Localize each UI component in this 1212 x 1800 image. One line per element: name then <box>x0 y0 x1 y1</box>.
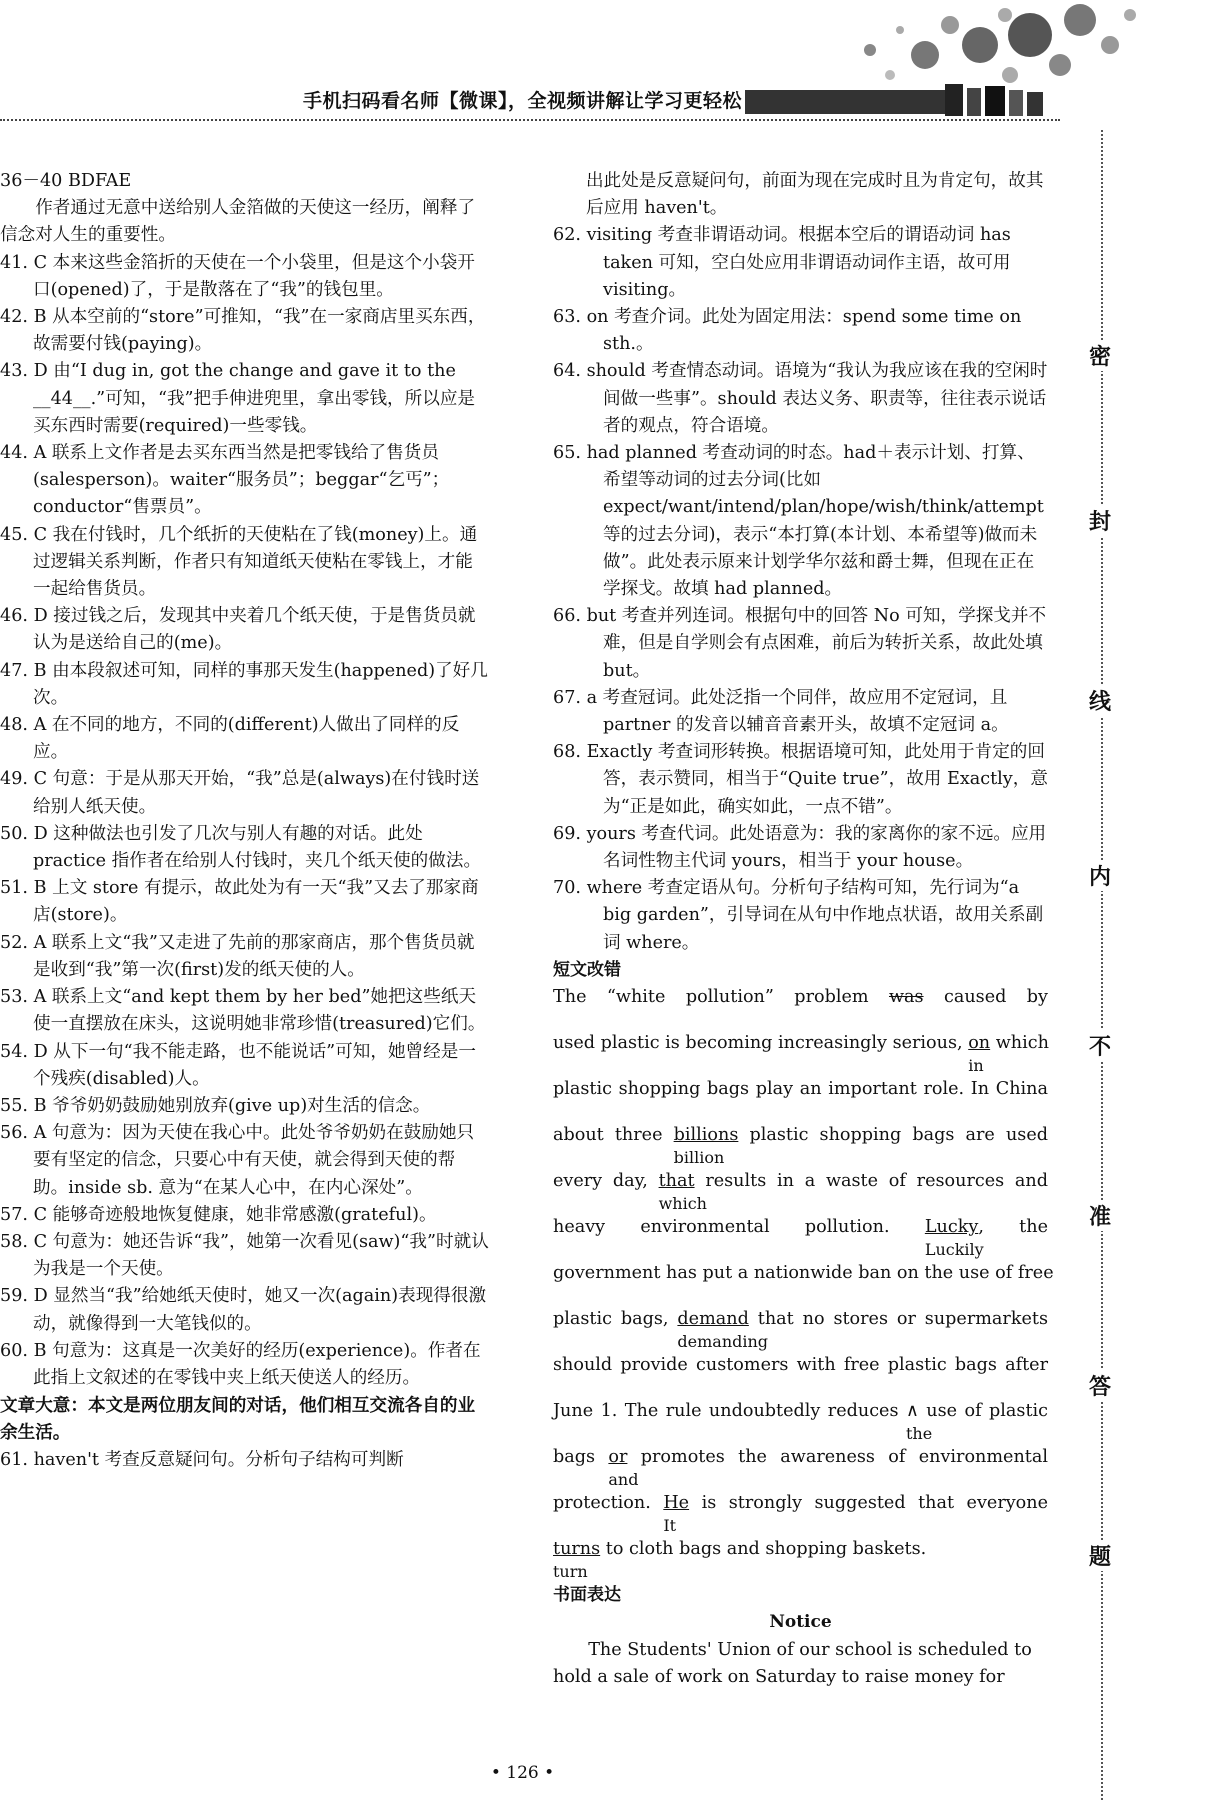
answer-item: 54. D 从下一句“我不能走路，也不能说话”可知，她曾经是一个残疾(disabled)人。 <box>0 1041 476 1089</box>
corrected-word: ∧ the <box>906 1398 919 1425</box>
correction-line: turns turn to cloth bags and shopping baskets. <box>553 1536 1048 1582</box>
correction-fix: the <box>905 1424 933 1444</box>
notice-title: Notice <box>769 1612 832 1633</box>
writing-heading: 书面表达 <box>553 1585 621 1606</box>
answer-item: 65. had planned 考查动词的时态。had＋表示计划、打算、希望等动词的过去分词(比如 expect/want/intend/plan/hope/wish/think/attempt 等的过去分词)，表示“本打算(本计划、本希望等)做而未做”。此处表示原来计划学华尔兹和爵士舞，但现在正在学探戈。故填 had planned。 <box>553 443 1044 600</box>
answer-line: 36－40 BDFAE <box>0 171 132 191</box>
answer-item: 55. B 爷爷奶奶鼓励她别放弃(give up)对生活的信念。 <box>0 1095 431 1116</box>
answer-item: 58. C 句意为：她还告诉“我”，她第一次看见(saw)“我”时就认为我是一个天使。 <box>0 1231 489 1280</box>
corrected-word: or and <box>608 1444 627 1471</box>
answer-item: 51. B 上文 store 有提示，故此处为有一天“我”又去了那家商店(store)。 <box>0 878 479 926</box>
correction-line: should provide customers with free plastic bags after <box>553 1355 1048 1376</box>
left-column <box>0 168 490 1474</box>
correction-line: June 1. The rule undoubtedly reduces ∧ the use of plastic <box>553 1398 1048 1444</box>
seal-line-char: 答 <box>1084 1370 1116 1401</box>
correction-line: plastic bags, demand demanding that no stores or supermarkets <box>553 1306 1048 1352</box>
header-divider <box>0 119 1060 121</box>
answer-item: 66. but 考查并列连词。根据句中的回答 No 可知，学探戈并不难，但是自学则会有点困难，前后为转折关系，故此处填 but。 <box>553 606 1047 681</box>
answer-item: 70. where 考查定语从句。分析句子结构可知，先行词为“a big garden”，引导词在从句中作地点状语，故用关系副词 where。 <box>553 878 1044 953</box>
corrected-word: $\frac{He}{It}$ <box>663 1490 689 1517</box>
correction-line: plastic shopping bags play an important role. In China <box>553 1079 1048 1100</box>
seal-line-char: 封 <box>1084 505 1116 536</box>
corrected-word: that which <box>659 1168 695 1195</box>
answer-item: 53. A 联系上文“and kept them by her bed”她把这些纸天使一直摆放在床头，这说明她非常珍惜(treasured)它们。 <box>0 987 486 1035</box>
corrected-word: was <box>888 987 924 1008</box>
answer-item: 49. C 句意：于是从那天开始，“我”总是(always)在付钱时送给别人纸天使。 <box>0 769 480 817</box>
corrected-word: billions billion <box>674 1122 739 1149</box>
correction-line: protection. $\frac{He}{It}$ is strongly suggested that everyone <box>553 1490 1048 1536</box>
correction-fix: demanding <box>677 1332 769 1352</box>
answer-item: 63. on 考查介词。此处为固定用法：spend some time on sth.。 <box>553 307 1022 355</box>
correction-fix: and <box>608 1470 639 1490</box>
answer-item: 57. C 能够奇迹般地恢复健康，她非常感激(grateful)。 <box>0 1204 437 1225</box>
answer-item: 45. C 我在付钱时，几个纸折的天使粘在了钱(money)上。通过逻辑关系判断，作者只有知道纸天使粘在零钱上，才能一起给售货员。 <box>0 524 478 600</box>
answer-item: 67. a 考查冠词。此处泛指一个同伴，故应用不定冠词，且 partner 的发音以辅音音素开头，故填不定冠词 a。 <box>553 687 1009 736</box>
answer-item: 62. visiting 考查非谓语动词。根据本空后的谓语动词 has taken 可知，空白处应用非谓语动词作主语，故可用 visiting。 <box>553 225 1011 300</box>
answer-item: 43. D 由“I dug in, got the change and gave it to the __44__.”可知，“我”把手伸进兜里，拿出零钱，所以应是买东西时需要(required)一些零钱。 <box>0 361 476 436</box>
answer-item: 52. A 联系上文“我”又走进了先前的那家商店，那个售货员就是收到“我”第一次(first)发的纸天使的人。 <box>0 932 475 980</box>
correction-passage <box>553 984 1054 1582</box>
correction-line: heavy environmental pollution. Lucky Luckily , the <box>553 1214 1048 1260</box>
correction-line: every day, that which results in a waste of resources and <box>553 1168 1048 1214</box>
correction-fix: billion <box>673 1148 725 1168</box>
seal-line-char: 线 <box>1084 685 1116 716</box>
answer-item: 46. D 接过钱之后，发现其中夹着几个纸天使，于是售货员就认为是送给自己的(me)。 <box>0 606 476 654</box>
answer-item: 41. C 本来这些金箔折的天使在一个小袋里，但是这个小袋开口(opened)了，于是散落在了“我”的钱包里。 <box>0 252 475 300</box>
correction-fix: It <box>663 1516 677 1536</box>
correction-line: used plastic is becoming increasingly serious, $\frac{on}{in}$ which <box>553 1030 1048 1076</box>
answer-item: 64. should 考查情态动词。语境为“我认为我应该在我的空闲时间做一些事”。should 表达义务、职责等，往往表示说话者的观点，符合语境。 <box>553 361 1048 436</box>
correction-fix: which <box>658 1194 707 1214</box>
correction-fix: in <box>968 1056 984 1076</box>
header-banner-text: 手机扫码看名师【微课】，全视频讲解让学习更轻松 <box>302 90 742 112</box>
notice-body: The Students' Union of our school is scheduled to hold a sale of work on Saturday to raise money for <box>553 1639 1032 1687</box>
correction-fix: Luckily <box>924 1240 984 1260</box>
seal-line-char: 密 <box>1084 340 1116 371</box>
page-header <box>0 0 1212 125</box>
answer-item: 47. B 由本段叙述可知，同样的事那天发生(happened)了好几次。 <box>0 660 488 708</box>
answer-item: 69. yours 考查代词。此处语意为：我的家离你的家不远。应用名词性物主代词 yours，相当于 your house。 <box>553 823 1047 872</box>
seal-line-rail <box>1080 0 1212 1800</box>
passage-summary-label: 文章大意：本文是两位朋友间的对话，他们相互交流各自的业余生活。 <box>0 1395 476 1444</box>
seal-line-char: 内 <box>1084 860 1116 891</box>
answer-item: 68. Exactly 考查词形转换。根据语境可知，此处用于肯定的回答，表示赞同，相当于“Quite true”，故用 Exactly，意为“正是如此，确实如此，一点不错”。 <box>553 742 1048 817</box>
page-number: • 126 • <box>490 1763 555 1783</box>
answer-item: 60. B 句意为：这真是一次美好的经历(experience)。作者在此指上文叙述的在零钱中夹上纸天使送人的经历。 <box>0 1340 481 1388</box>
correction-line: The “white pollution” problem was caused by <box>553 984 1048 1030</box>
correction-line: bags or and promotes the awareness of environmental <box>553 1444 1048 1490</box>
seal-line-char: 不 <box>1084 1030 1116 1061</box>
correction-line: government has put a nationwide ban on the use of free <box>553 1263 1054 1284</box>
answer-item: 50. D 这种做法也引发了几次与别人有趣的对话。此处 practice 指作者在给别人付钱时，夹几个纸天使的做法。 <box>0 823 482 872</box>
corrected-word: Lucky Luckily <box>925 1214 978 1241</box>
correction-heading: 短文改错 <box>553 959 621 980</box>
answer-item: 56. A 句意为：因为天使在我心中。此处爷爷奶奶在鼓励她只要有坚定的信念，只要心中有天使，就会得到天使的帮助。inside sb. 意为“在某人心中，在内心深处”。 <box>0 1123 475 1198</box>
answer-item: 48. A 在不同的地方，不同的(different)人做出了同样的反应。 <box>0 715 460 763</box>
right-column <box>553 168 1054 1691</box>
answer-item: 44. A 联系上文作者是去买东西当然是把零钱给了售货员(salesperson)。waiter“服务员”；beggar“乞丐”；conductor“售票员”。 <box>0 443 450 518</box>
answer-item: 61. haven't 考查反意疑问句。分析句子结构可判断 <box>0 1449 404 1470</box>
correction-fix: turn <box>553 1562 588 1582</box>
correction-line: about three billions billion plastic shopping bags are used <box>553 1122 1048 1168</box>
corrected-word: turns turn <box>553 1536 600 1563</box>
seal-line-char: 题 <box>1084 1540 1116 1571</box>
corrected-word: $\frac{on}{in}$ <box>968 1030 990 1057</box>
passage-summary: 作者通过无意中送给别人金箔做的天使这一经历，阐释了信念对人生的重要性。 <box>0 198 476 246</box>
corrected-word: demand demanding <box>677 1306 748 1333</box>
answer-continuation: 出此处是反意疑问句，前面为现在完成时且为肯定句，故其后应用 haven't。 <box>586 171 1044 219</box>
answer-item: 59. D 显然当“我”给她纸天使时，她又一次(again)表现得很激动，就像得到一大笔钱似的。 <box>0 1286 487 1334</box>
seal-line-char: 准 <box>1084 1200 1116 1231</box>
answer-item: 42. B 从本空前的“store”可推知，“我”在一家商店里买东西，故需要付钱(paying)。 <box>0 307 486 355</box>
